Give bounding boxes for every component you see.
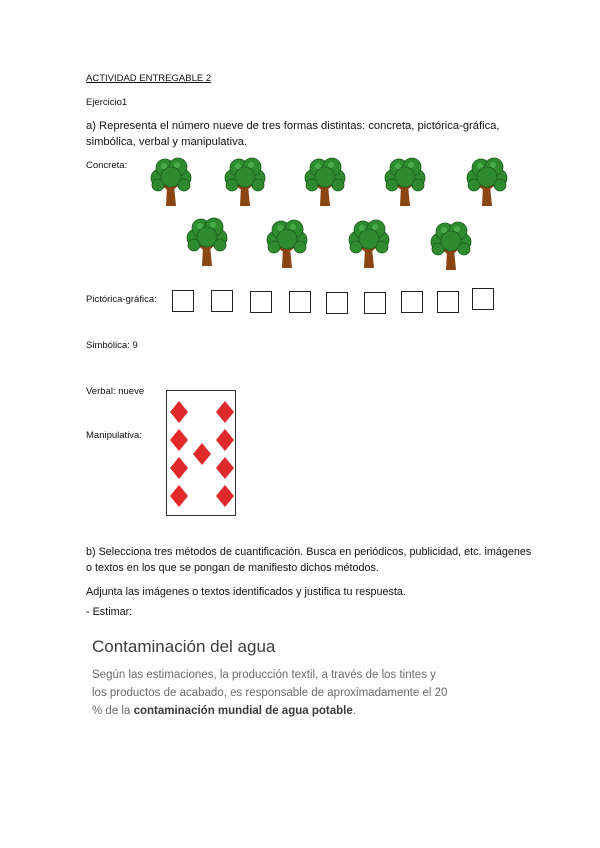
square-6 bbox=[364, 292, 386, 314]
verbal-label: Verbal: nueve bbox=[86, 386, 145, 397]
snippet-heading: Contaminación del agua bbox=[92, 637, 276, 656]
square-9 bbox=[472, 288, 494, 310]
tree-icon bbox=[222, 156, 268, 208]
square-8 bbox=[437, 291, 459, 313]
square-1 bbox=[172, 290, 194, 312]
square-2 bbox=[211, 290, 233, 312]
tree-icon bbox=[346, 218, 392, 270]
tree-icon bbox=[382, 156, 428, 208]
tree-icon bbox=[264, 218, 310, 270]
tree-icon bbox=[302, 156, 348, 208]
estimar-label: - Estimar: bbox=[86, 606, 133, 618]
question-a: a) Representa el número nueve de tres formas distintas: concreta, pictórica-gráfica, simbólica, verbal y manipulativa. bbox=[86, 120, 500, 148]
square-5 bbox=[326, 292, 348, 314]
square-3 bbox=[250, 291, 272, 313]
manipulativa-label: Manipulativa: bbox=[86, 430, 142, 441]
simbolica-label: Simbólica: 9 bbox=[86, 340, 138, 351]
exercise-label: Ejercicio1 bbox=[86, 97, 128, 108]
snippet-text bbox=[92, 666, 452, 720]
diamonds-icon bbox=[167, 391, 235, 515]
square-4 bbox=[289, 291, 311, 313]
pictorica-label: Pictórica-gráfica: bbox=[86, 294, 157, 305]
tree-icon bbox=[148, 156, 194, 208]
snippet-text-before: Según las estimaciones, la producción textil, a través de los tintes y los productos de acabado, es responsable de aproximadamente el 20 % de la bbox=[92, 669, 448, 717]
tree-icon bbox=[428, 220, 474, 272]
tree-icon bbox=[464, 156, 510, 208]
square-7 bbox=[401, 291, 423, 313]
estimation-snippet bbox=[92, 636, 452, 720]
concreta-label: Concreta: bbox=[86, 160, 128, 171]
adjunta-text: Adjunta las imágenes o textos identificados y justifica tu respuesta. bbox=[86, 586, 406, 598]
nine-of-diamonds-card bbox=[166, 390, 236, 516]
question-b: b) Selecciona tres métodos de cuantificación. Busca en periódicos, publicidad, etc. imágenes o textos en los que se pongan de manifiesto dichos métodos. bbox=[86, 546, 532, 574]
snippet-text-after: . bbox=[352, 705, 356, 717]
tree-icon bbox=[184, 216, 230, 268]
document-title: ACTIVIDAD ENTREGABLE 2 bbox=[86, 73, 212, 84]
snippet-text-bold: contaminación mundial de agua potable bbox=[133, 705, 353, 717]
